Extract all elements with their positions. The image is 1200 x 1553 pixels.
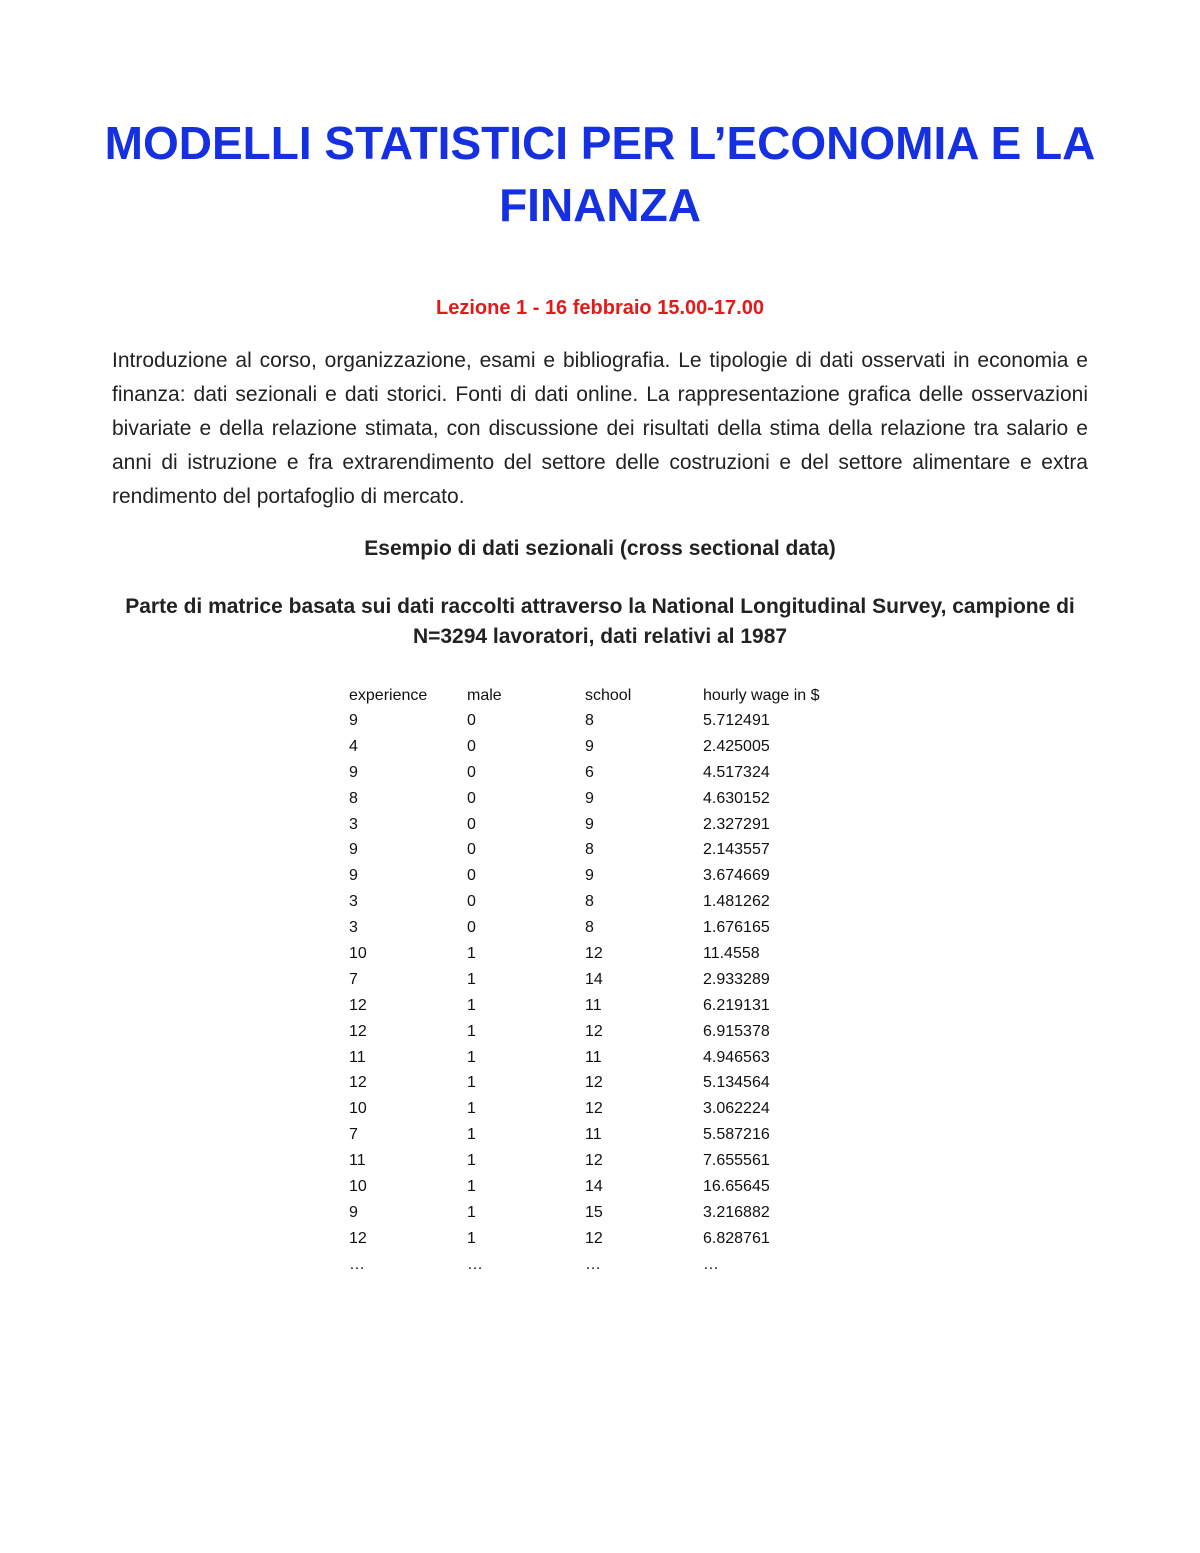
table-cell-school: 8 — [585, 841, 594, 859]
table-row — [349, 812, 863, 838]
table-cell-experience: 8 — [349, 789, 358, 807]
table-row — [349, 708, 863, 734]
data-table — [349, 684, 863, 1278]
table-cell-experience: 7 — [349, 1126, 358, 1144]
table-cell-male: 0 — [467, 893, 476, 911]
table-cell-school: 9 — [585, 867, 594, 885]
table-cell-school: 9 — [585, 737, 594, 755]
table-cell-male: … — [467, 1255, 483, 1273]
table-cell-male: 1 — [467, 1074, 476, 1092]
table-cell-male: 0 — [467, 737, 476, 755]
table-cell-school: 12 — [585, 1100, 603, 1118]
table-cell-school: 8 — [585, 919, 594, 937]
table-row — [349, 1174, 863, 1200]
table-row — [349, 1200, 863, 1226]
table-cell-hourly-wage: 16.65645 — [703, 1177, 770, 1195]
table-cell-hourly-wage: 3.674669 — [703, 867, 770, 885]
document-title: MODELLI STATISTICI PER L’ECONOMIA E LA FINANZA — [104, 117, 1096, 231]
table-row — [349, 1226, 863, 1252]
column-header-experience: experience — [349, 687, 428, 704]
table-cell-experience: 7 — [349, 970, 358, 988]
table-row — [349, 1252, 863, 1278]
table-cell-hourly-wage: 2.327291 — [703, 815, 770, 833]
table-cell-school: 8 — [585, 893, 594, 911]
table-cell-hourly-wage: 1.676165 — [703, 919, 770, 937]
table-cell-hourly-wage: 5.712491 — [703, 711, 770, 729]
table-cell-experience: 9 — [349, 763, 358, 781]
table-cell-hourly-wage: 4.946563 — [703, 1048, 770, 1066]
table-cell-male: 1 — [467, 1203, 476, 1221]
table-cell-male: 1 — [467, 1100, 476, 1118]
intro-paragraph: Introduzione al corso, organizzazione, esami e bibliografia. Le tipologie di dati osservati in economia e finanza: dati sezionali e dati storici. Fonti di dati online. La rappresentazione grafica delle osservazioni bivariate e della relazione stimata, con discussione dei risultati della stima della relazione tra salario e anni di istruzione e fra extrarendimento del settore delle costruzioni e del settore alimentare e extra rendimento del portafoglio di mercato. — [112, 349, 1088, 508]
table-cell-school: 9 — [585, 815, 594, 833]
table-cell-school: 12 — [585, 1152, 603, 1170]
table-cell-hourly-wage: 4.630152 — [703, 789, 770, 807]
table-row — [349, 1096, 863, 1122]
column-header-school: school — [585, 687, 632, 704]
table-row — [349, 863, 863, 889]
table-cell-experience: 3 — [349, 919, 358, 937]
table-cell-experience: 12 — [349, 1074, 367, 1092]
table-cell-experience: 10 — [349, 1100, 367, 1118]
table-row — [349, 786, 863, 812]
table-row — [349, 993, 863, 1019]
table-cell-hourly-wage: 3.216882 — [703, 1203, 770, 1221]
column-header-hourly-wage: hourly wage in $ — [703, 687, 820, 704]
table-cell-hourly-wage: 7.655561 — [703, 1152, 770, 1170]
table-row — [349, 760, 863, 786]
table-cell-school: 11 — [585, 1048, 602, 1066]
table-cell-experience: 9 — [349, 711, 358, 729]
table-row — [349, 1122, 863, 1148]
table-cell-hourly-wage: 6.219131 — [703, 996, 770, 1014]
table-header-row — [349, 684, 863, 708]
table-cell-school: 11 — [585, 1126, 602, 1144]
table-row — [349, 967, 863, 993]
table-row — [349, 734, 863, 760]
table-cell-school: … — [585, 1255, 601, 1273]
table-cell-hourly-wage: 2.143557 — [703, 841, 770, 859]
table-cell-experience: 11 — [349, 1048, 366, 1066]
table-cell-hourly-wage: 2.425005 — [703, 737, 770, 755]
table-cell-experience: 12 — [349, 996, 367, 1014]
table-cell-hourly-wage: 5.587216 — [703, 1126, 770, 1144]
table-caption: Parte di matrice basata sui dati raccolti attraverso la National Longitudinal Survey, campione di N=3294 lavoratori, dati relativi al 1987 — [125, 595, 1075, 648]
table-cell-male: 1 — [467, 1177, 476, 1195]
table-row — [349, 1019, 863, 1045]
table-row — [349, 915, 863, 941]
table-cell-male: 1 — [467, 996, 476, 1014]
table-cell-hourly-wage: 6.915378 — [703, 1022, 770, 1040]
table-cell-school: 11 — [585, 996, 602, 1014]
table-cell-school: 12 — [585, 1229, 603, 1247]
table-cell-hourly-wage: 11.4558 — [703, 944, 760, 962]
table-cell-experience: 11 — [349, 1152, 366, 1170]
table-cell-experience: 10 — [349, 944, 367, 962]
table-cell-school: 12 — [585, 944, 603, 962]
table-cell-experience: 9 — [349, 867, 358, 885]
table-cell-male: 1 — [467, 1022, 476, 1040]
table-cell-experience: 12 — [349, 1229, 367, 1247]
lesson-heading: Lezione 1 - 16 febbraio 15.00-17.00 — [436, 297, 764, 319]
table-cell-school: 15 — [585, 1203, 603, 1221]
table-cell-hourly-wage: 3.062224 — [703, 1100, 770, 1118]
table-row — [349, 941, 863, 967]
table-cell-male: 1 — [467, 1048, 476, 1066]
table-cell-male: 1 — [467, 970, 476, 988]
example-heading: Esempio di dati sezionali (cross sectional data) — [364, 537, 836, 560]
table-cell-male: 1 — [467, 1152, 476, 1170]
table-row — [349, 1045, 863, 1071]
table-cell-hourly-wage: 1.481262 — [703, 893, 770, 911]
table-cell-male: 0 — [467, 789, 476, 807]
table-body — [349, 708, 863, 1278]
table-cell-hourly-wage: 5.134564 — [703, 1074, 770, 1092]
table-cell-school: 12 — [585, 1074, 603, 1092]
table-cell-male: 0 — [467, 867, 476, 885]
table-row — [349, 889, 863, 915]
table-row — [349, 1070, 863, 1096]
table-cell-school: 14 — [585, 1177, 603, 1195]
table-cell-school: 8 — [585, 711, 594, 729]
table-cell-male: 1 — [467, 1126, 476, 1144]
table-cell-male: 1 — [467, 944, 476, 962]
table-cell-hourly-wage: … — [703, 1255, 719, 1273]
table-row — [349, 1148, 863, 1174]
table-cell-experience: 4 — [349, 737, 358, 755]
table-cell-experience: 3 — [349, 893, 358, 911]
table-cell-school: 9 — [585, 789, 594, 807]
table-cell-school: 6 — [585, 763, 594, 781]
column-header-male: male — [467, 687, 502, 704]
table-cell-male: 1 — [467, 1229, 476, 1247]
table-cell-experience: 12 — [349, 1022, 367, 1040]
table-cell-experience: 3 — [349, 815, 358, 833]
table-cell-male: 0 — [467, 841, 476, 859]
table-cell-hourly-wage: 6.828761 — [703, 1229, 770, 1247]
table-cell-experience: … — [349, 1255, 365, 1273]
table-cell-male: 0 — [467, 711, 476, 729]
table-cell-experience: 9 — [349, 1203, 358, 1221]
table-cell-hourly-wage: 2.933289 — [703, 970, 770, 988]
table-cell-school: 14 — [585, 970, 603, 988]
table-cell-male: 0 — [467, 919, 476, 937]
table-cell-hourly-wage: 4.517324 — [703, 763, 770, 781]
table-cell-experience: 10 — [349, 1177, 367, 1195]
table-cell-male: 0 — [467, 815, 476, 833]
table-cell-experience: 9 — [349, 841, 358, 859]
table-row — [349, 837, 863, 863]
table-cell-school: 12 — [585, 1022, 603, 1040]
table-cell-male: 0 — [467, 763, 476, 781]
